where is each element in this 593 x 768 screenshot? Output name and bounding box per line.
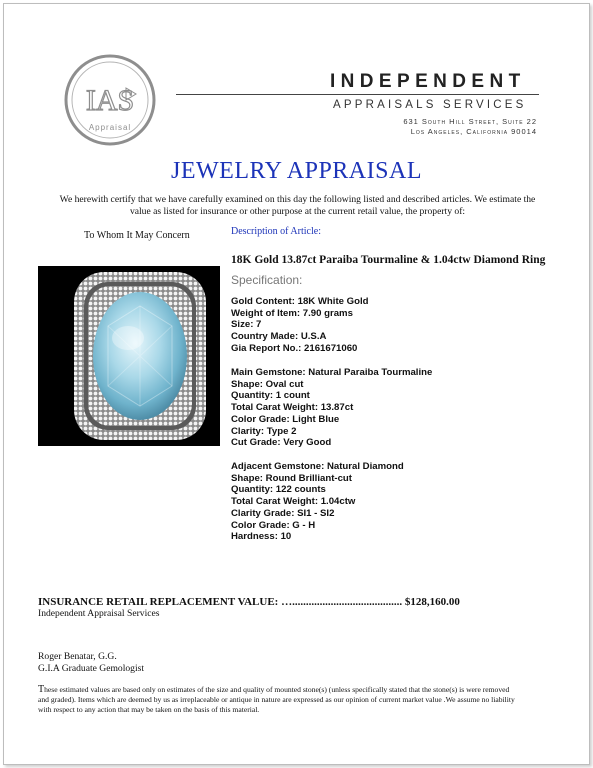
spec-line: Gia Report No.: 2161671060 bbox=[231, 342, 358, 354]
spec-line: Quantity: 122 counts bbox=[231, 484, 326, 496]
spec-line: Total Carat Weight: 1.04ctw bbox=[231, 496, 356, 508]
spec-line: Weight of Item: 7.90 grams bbox=[231, 307, 353, 319]
spec-line: Gold Content: 18K White Gold bbox=[231, 296, 369, 307]
company-name: INDEPENDENT bbox=[330, 71, 526, 92]
disclaimer-initial: T bbox=[38, 684, 45, 695]
spec-line: Total Carat Weight: 13.87ct bbox=[231, 402, 354, 414]
spec-line: Quantity: 1 count bbox=[231, 390, 310, 402]
address-line-2: Los Angeles, California 90014 bbox=[410, 127, 537, 136]
insurance-value: INSURANCE RETAIL REPLACEMENT VALUE: …........................................ $128,160.00 bbox=[38, 596, 460, 608]
spec-line: Main Gemstone: Natural Paraiba Tourmaline bbox=[231, 367, 433, 378]
spec-group-metal bbox=[231, 296, 369, 355]
disclaimer bbox=[38, 685, 518, 715]
signer-name: Roger Benatar, G.G. bbox=[38, 651, 117, 662]
logo-subtext: Appraisal bbox=[88, 123, 132, 132]
company-address bbox=[403, 117, 537, 137]
spec-line: Clarity: Type 2 bbox=[231, 425, 297, 437]
spec-line: Shape: Round Brilliant-cut bbox=[231, 472, 352, 484]
item-title: 18K Gold 13.87ct Paraiba Tourmaline & 1.04ctw Diamond Ring bbox=[231, 254, 546, 266]
spec-line: Color Grade: Light Blue bbox=[231, 413, 340, 425]
spec-group-adjacent-gemstone bbox=[231, 461, 404, 543]
logo-text: IAS bbox=[85, 84, 135, 117]
spec-line: Country Made: U.S.A bbox=[231, 331, 327, 343]
spec-line: Color Grade: G - H bbox=[231, 519, 316, 531]
spec-line: Hardness: 10 bbox=[231, 531, 292, 543]
spec-line: Shape: Oval cut bbox=[231, 378, 304, 390]
company-subtitle: APPRAISALS SERVICES bbox=[333, 99, 527, 111]
spec-group-main-gemstone bbox=[231, 367, 432, 449]
page-title: JEWELRY APPRAISAL bbox=[171, 158, 422, 184]
ring-photo bbox=[38, 266, 220, 446]
insurance-company: Independent Appraisal Services bbox=[38, 608, 160, 619]
description-label: Description of Article: bbox=[231, 226, 321, 237]
spec-line: Cut Grade: Very Good bbox=[231, 437, 332, 449]
spec-line: Adjacent Gemstone: Natural Diamond bbox=[231, 461, 404, 472]
specification-label: Specification: bbox=[231, 273, 303, 287]
ias-logo bbox=[64, 54, 156, 146]
disclaimer-text: hese estimated values are based only on estimates of the size and quality of mounted stone(s) (unless specifically stated that the stone(s) is were removed and graded). Items which are deemed by us as irreplaceable or antique in nature are expressed as our opinion of current market value .We assume no liability with respect to any action that may be taken on the basis of this material. bbox=[38, 685, 515, 714]
header-divider bbox=[176, 94, 539, 95]
recipient: To Whom It May Concern bbox=[84, 230, 190, 241]
spec-line: Size: 7 bbox=[231, 319, 262, 331]
address-line-1: 631 South Hill Street, Suite 22 bbox=[403, 117, 537, 126]
spec-line: Clarity Grade: SI1 - SI2 bbox=[231, 507, 335, 519]
signer-title: G.I.A Graduate Gemologist bbox=[38, 663, 145, 674]
certification-text: We herewith certify that we have carefully examined on this day the following listed and described articles. We estimate the value as listed for insurance or other purpose at the current retail value, the property of: bbox=[59, 194, 536, 217]
